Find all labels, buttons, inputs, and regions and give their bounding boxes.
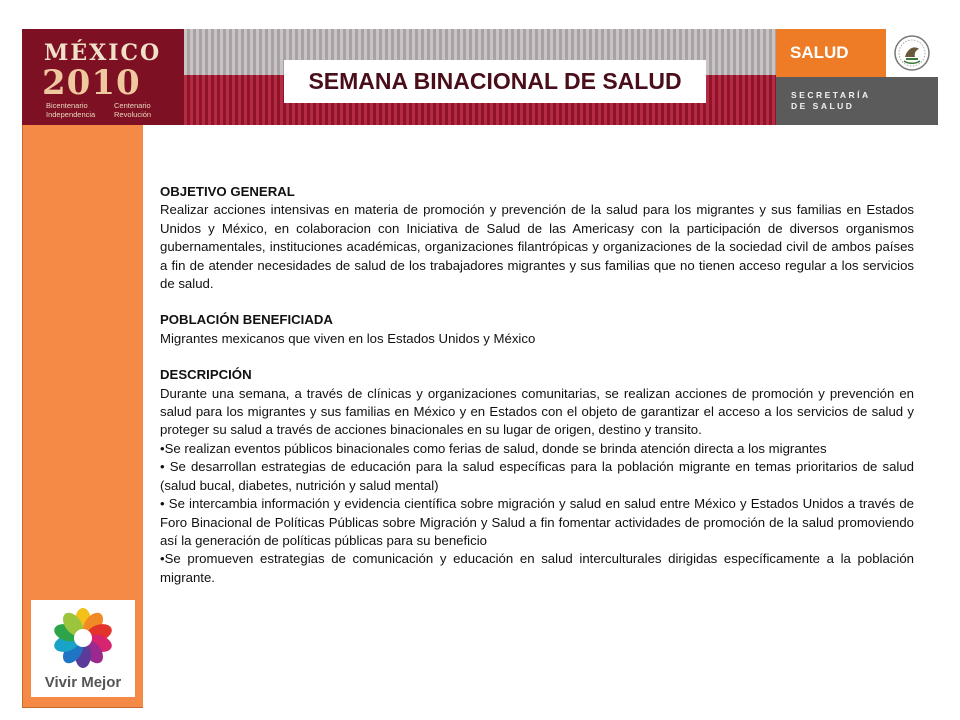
logo-year: 2010 — [42, 63, 141, 103]
title-box — [284, 60, 706, 103]
poblacion-text: Migrantes mexicanos que viven en los Estados Unidos y México — [160, 330, 536, 346]
objetivo-text: Realizar acciones intensivas en materia de promoción y prevención de la salud para los migrantes y sus familias en Estados Unidos y México, en colaboracion con Iniciativa de Salud de las Americasy con la participación de diversos organismos gubernamentales, instituciones académicas, organizaciones filantrópicas y organizaciones de la sociedad civil de ambos países a fin de atender necesidades de salud de los trabajadores migrantes y sus familias que no tienen acceso regular a los servicios de salud. — [160, 202, 914, 292]
mexican-coat-of-arms-icon — [892, 33, 932, 73]
descripcion-heading: DESCRIPCIÓN — [160, 367, 252, 383]
secretaria-line-2: DE SALUD — [791, 101, 855, 111]
logo-title: MÉXICO — [44, 40, 162, 66]
poblacion-heading: POBLACIÓN BENEFICIADA — [160, 312, 333, 328]
seal-container — [886, 29, 938, 77]
bullet-item: •Se realizan eventos públicos binacionales como ferias de salud, donde se brinda atención directa a los migrantes — [160, 440, 827, 456]
main-content — [160, 183, 914, 587]
secretaria-de-salud-label — [776, 77, 938, 125]
vivir-mejor-logo — [31, 600, 135, 697]
page-title: SEMANA BINACIONAL DE SALUD — [308, 68, 682, 94]
logo-sub-right — [114, 101, 151, 119]
bullet-item: • Se desarrollan estrategias de educación para la salud específicas para la población migrante en temas prioritarios de salud (salud bucal, diabetes, nutrición y salud mental) — [160, 459, 914, 493]
descripcion-text: Durante una semana, a través de clínicas y organizaciones comunitarias, se realizan acciones de promoción y prevención en salud para los migrantes y sus familias en México y en Estados con el objeto de garantizar el acceso a los servicios de salud y proteger su salud a través de acciones binacionales en su lugar de origen, destino y transito. — [160, 385, 914, 438]
bullet-item: •Se promueven estrategias de comunicación y educación en salud interculturales dirigidas específicamente a la población migrante. — [160, 551, 914, 585]
sidebar — [22, 125, 143, 708]
logo-sub-right-line-1: Centenario — [114, 101, 151, 110]
logo-sub-left-line-1: Bicentenario — [46, 101, 88, 110]
objetivo-heading: OBJETIVO GENERAL — [160, 184, 295, 199]
mexico-2010-logo — [22, 29, 184, 125]
logo-sub-right-line-2: Revolución — [114, 110, 152, 119]
secretaria-line-1: SECRETARÍA — [791, 90, 871, 100]
vivir-mejor-label: Vivir Mejor — [44, 674, 122, 691]
header-banner — [22, 29, 938, 125]
salud-label: SALUD — [776, 29, 886, 77]
logo-sub-left-line-2: Independencia — [46, 110, 96, 119]
bullet-item: • Se intercambia información y evidencia científica sobre migración y salud en salud entre México y Estados Unidos a través de Foro Binacional de Políticas Públicas sobre Migración y Salud a fin fomentar actividades de promoción de la salud promoviendo así la generación de políticas públicas para su beneficio — [160, 496, 914, 548]
vivir-mejor-flower-icon — [31, 600, 135, 674]
logo-sub-left — [46, 101, 95, 119]
